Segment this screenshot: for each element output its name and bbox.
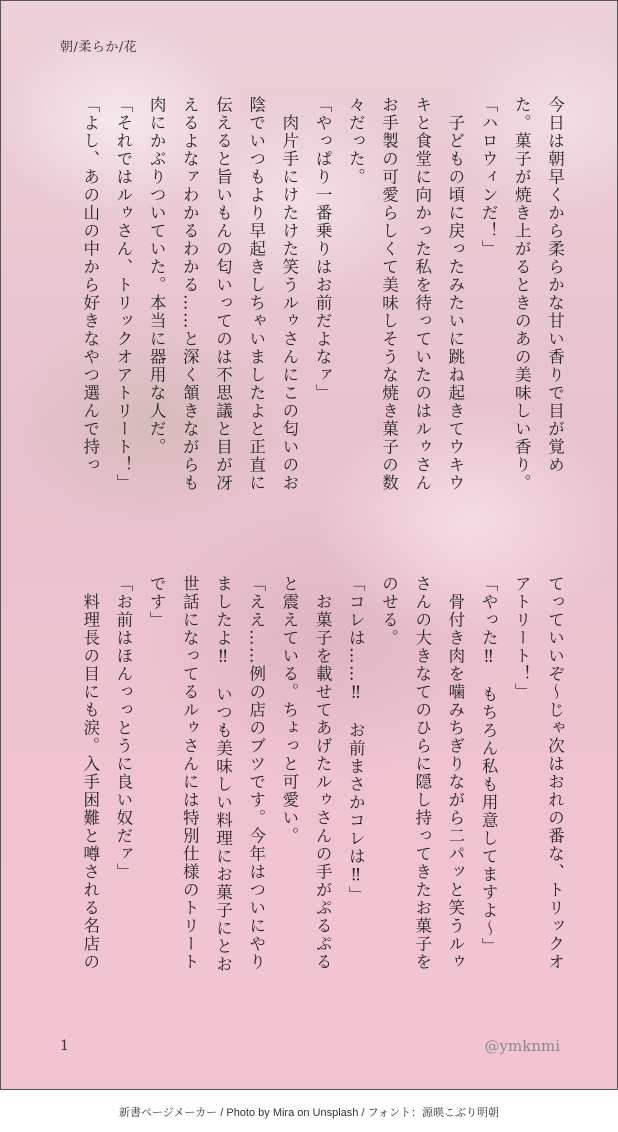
text-column: 肉片手にけたけた笑うルゥさんにこの匂いのお (279, 96, 299, 492)
text-column: 「それではルゥさん、トリックオアトリート！」 (113, 96, 133, 492)
text-column: 「よし、あの山の中から好きなやつ選んで持っ (80, 96, 100, 474)
text-column: ましたよ‼ いつも美味しい料理にお菓子にとお (213, 575, 233, 974)
text-column: アトリート！」 (512, 575, 532, 701)
text-column: 今日は朝早くから柔らかな甘い香りで目が覚め (545, 96, 565, 474)
text-column: と震えている。ちょっと可愛い。 (279, 575, 299, 845)
text-column: 陰でいつもより早起きしちゃいましたよと正直に (246, 96, 266, 492)
text-column: 料理長の目にも涙。入手困難と噂される名店の (80, 575, 100, 971)
text-column: 「コレは……‼ お前まさかコレは‼」 (346, 575, 366, 904)
text-column: 肉にかぶりついていた。本当に器用な人だ。 (147, 96, 167, 456)
text-column: 伝えると旨いもんの匂いってのは不思議と目が冴 (213, 96, 233, 492)
text-column: 骨付き肉を噛みちぎりながら二パッと笑うルゥ (445, 575, 465, 971)
text-column: さんの大きなてのひらに隠し持ってきたお菓子を (412, 575, 432, 971)
text-column: た。菓子が焼き上がるときのあの美味しい香り。 (512, 96, 532, 492)
text-column: えるよなァわかるわかる……と深く頷きながらも (180, 96, 200, 492)
text-column: です」 (147, 575, 167, 629)
text-column: お菓子を載せてあげたルゥさんの手がぷるぷる (313, 575, 333, 971)
text-column: キと食堂に向かった私を待っていたのはルゥさん (412, 96, 432, 492)
text-column: 「やっぱり一番乗りはお前だよなァ」 (313, 96, 333, 402)
credits-line: 新書ページメーカー / Photo by Mira on Unsplash / フォント：源暎こぶり明朝 (118, 1107, 500, 1119)
text-column: 「ハロウィンだ！」 (479, 96, 499, 258)
text-column: のせる。 (379, 575, 399, 647)
text-column: 子どもの頃に戻ったみたいに跳ね起きてウキウ (445, 96, 465, 492)
text-column: お手製の可愛らしくて美味しそうな焼き菓子の数 (379, 96, 399, 492)
author-handle: @ymknmi (484, 1037, 560, 1055)
text-column: 「お前はほんっっとうに良い奴だァ」 (113, 575, 133, 881)
text-column: 「やった‼ もちろん私も用意してますよ〜」 (479, 575, 499, 956)
page-number: 1 (60, 1038, 69, 1054)
text-column: 々だった。 (346, 96, 366, 186)
text-column: 世話になってるルゥさんには特別仕様のトリート (180, 575, 200, 971)
page-header: 朝/柔らか/花 (60, 40, 138, 55)
text-column: てっていいぞ〜じゃ次はおれの番な、トリックオ (545, 575, 565, 971)
text-column: 「ええ……例の店のブツです。今年はついにやり (246, 575, 266, 971)
